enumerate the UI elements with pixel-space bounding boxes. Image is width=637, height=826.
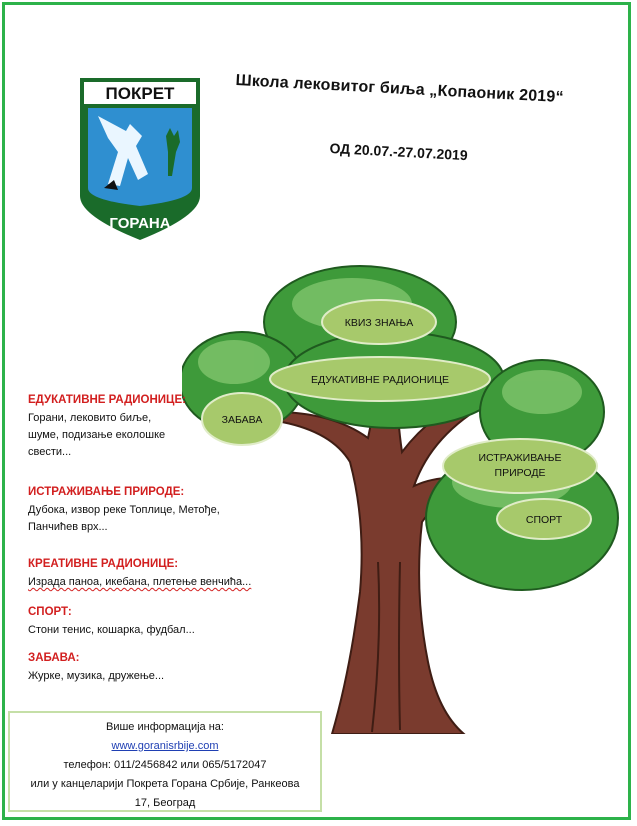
section-heading: СПОРТ:	[28, 606, 72, 618]
label-istrazivanje-2: ПРИРОДЕ	[494, 467, 546, 479]
website-link[interactable]: www.goranisrbije.com	[111, 740, 219, 752]
section-line: Горани, лековито биље,	[28, 412, 152, 424]
info-phone: телефон: 011/2456842 или 065/5172047	[63, 759, 267, 771]
contact-info-box	[8, 711, 322, 812]
section-line: шуме, подизање еколошке	[28, 429, 166, 441]
section-edukativne	[28, 392, 258, 484]
section-heading: КРЕАТИВНЕ РАДИОНИЦЕ:	[28, 558, 179, 570]
info-intro: Више информација на:	[106, 721, 224, 733]
info-office-1: или у канцеларији Покрета Горана Србије, Ранкеова	[30, 778, 300, 790]
info-office-2: 17, Београд	[134, 797, 196, 809]
section-line: свести...	[28, 446, 72, 458]
logo-top-text: ПОКРЕТ	[105, 84, 175, 103]
label-edukativne: ЕДУКАТИВНЕ РАДИОНИЦЕ	[310, 374, 450, 386]
activity-sections	[28, 392, 258, 685]
section-line: Дубока, извор реке Топлице, Метође,	[28, 504, 220, 516]
label-sport: СПОРТ	[525, 514, 563, 526]
section-line: Журке, музика, дружење...	[28, 670, 165, 682]
section-line: Панчићев врх...	[28, 521, 108, 533]
event-dates: ОД 20.07.-27.07.2019	[329, 140, 469, 164]
pokret-gorana-logo	[78, 76, 202, 242]
section-sport	[28, 604, 258, 650]
page-title: Школа лековитог биља „Копаоник 2019“	[235, 72, 565, 107]
logo-bottom-text: ГОРАНА	[109, 215, 171, 232]
section-heading: ИСТРАЖИВАЊЕ ПРИРОДЕ:	[28, 486, 185, 498]
section-line: Стони тенис, кошарка, фудбал...	[28, 624, 195, 636]
section-heading: ЕДУКАТИВНЕ РАДИОНИЦЕ:	[28, 394, 186, 406]
section-kreativne	[28, 556, 258, 604]
oval-istrazivanje	[443, 439, 597, 493]
section-heading: ЗАБАВА:	[28, 652, 80, 664]
label-zabava: ЗАБАВА	[221, 414, 263, 426]
section-istrazivanje	[28, 484, 258, 556]
label-kviz: КВИЗ ЗНАЊА	[344, 317, 414, 329]
section-line: Израда паноа, икебана, плетење венчића...	[28, 576, 252, 588]
label-istrazivanje-1: ИСТРАЖИВАЊЕ	[478, 452, 562, 464]
section-zabava	[28, 650, 258, 685]
